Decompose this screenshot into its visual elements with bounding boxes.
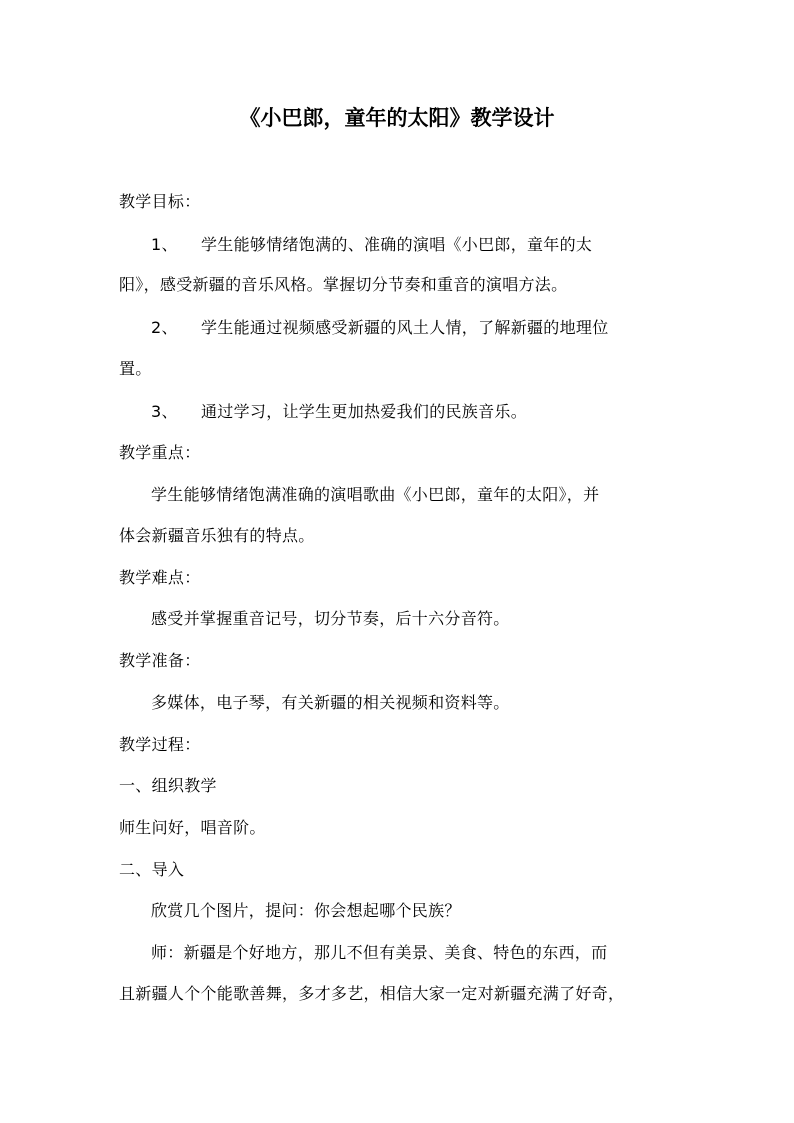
goal-2-text: 学生能通过视频感受新疆的风土人情，了解新疆的地理位 [201, 318, 609, 337]
goal-1-line-2: 阳》，感受新疆的音乐风格。掌握切分节奏和重音的演唱方法。 [119, 275, 568, 294]
goal-3-text: 通过学习，让学生更加热爱我们的民族音乐。 [201, 402, 528, 421]
key-points-line-2: 体会新疆音乐独有的特点。 [119, 526, 315, 545]
goal-2-line-2: 置。 [119, 359, 152, 378]
difficulties-heading: 教学难点： [119, 568, 201, 587]
goal-1-number: 1、 [151, 235, 178, 254]
preparation-heading: 教学准备： [119, 651, 201, 670]
difficulties-line-1: 感受并掌握重音记号，切分节奏，后十六分音符。 [151, 609, 510, 628]
preparation-line-1: 多媒体，电子琴，有关新疆的相关视频和资料等。 [151, 693, 510, 712]
goal-2-number: 2、 [151, 318, 178, 337]
section-2-heading: 二、导入 [119, 860, 185, 879]
goals-heading: 教学目标： [119, 192, 201, 211]
section-2-line-2: 师：新疆是个好地方，那儿不但有美景、美食、特色的东西，而 [151, 943, 608, 962]
goal-1-line-1 [151, 233, 592, 257]
goal-3-number: 3、 [151, 402, 178, 421]
goal-1-text: 学生能够情绪饱满的、准确的演唱《小巴郎，童年的太 [201, 235, 593, 254]
section-1-heading: 一、组织教学 [119, 776, 217, 795]
section-2-line-3: 且新疆人个个能歌善舞，多才多艺，相信大家一定对新疆充满了好奇， [119, 984, 625, 1003]
section-1-line-1: 师生问好，唱音阶。 [119, 818, 266, 837]
key-points-heading: 教学重点： [119, 443, 201, 462]
process-heading: 教学过程： [119, 735, 201, 754]
goal-3-line-1 [151, 400, 527, 424]
document-title: 《小巴郎，童年的太阳》教学设计 [239, 106, 555, 130]
goal-2-line-1 [151, 316, 609, 340]
section-2-line-1: 欣赏几个图片，提问：你会想起哪个民族？ [151, 901, 461, 920]
key-points-line-1: 学生能够情绪饱满准确的演唱歌曲《小巴郎，童年的太阳》，并 [151, 485, 600, 504]
